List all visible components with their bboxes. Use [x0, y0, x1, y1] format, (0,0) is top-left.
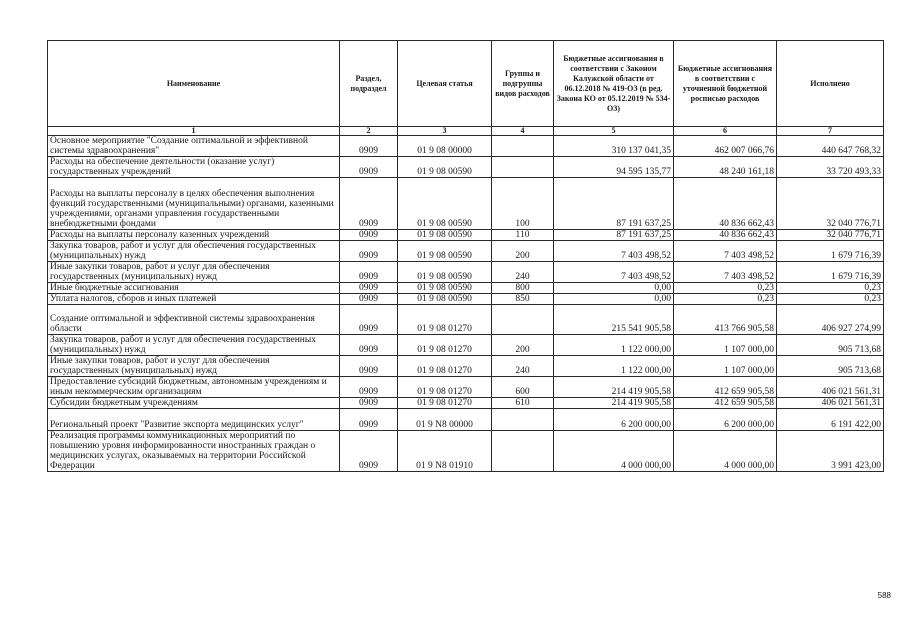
table-row [48, 241, 884, 262]
row-expense-group [492, 136, 554, 157]
row-target-article: 01 9 08 00590 [398, 230, 492, 241]
table-row [48, 136, 884, 157]
table-row [48, 305, 884, 335]
row-target-article: 01 9 N8 00000 [398, 409, 492, 431]
row-section: 0909 [340, 157, 398, 178]
row-name: Расходы на выплаты персоналу в целях обеспечения выполнения функций государственными (муниципальными) органами, казенными учреждениями, органами управления государственными внебюджетными фондами [48, 178, 340, 230]
row-expense-group [492, 431, 554, 472]
row-allocation-law: 94 595 135,77 [554, 157, 674, 178]
column-number: 5 [554, 127, 674, 136]
row-executed: 33 720 493,33 [777, 157, 884, 178]
table-row [48, 230, 884, 241]
row-expense-group: 240 [492, 356, 554, 377]
table-row [48, 157, 884, 178]
row-name: Уплата налогов, сборов и иных платежей [48, 294, 340, 305]
row-allocation-law: 87 191 637,25 [554, 178, 674, 230]
row-expense-group: 240 [492, 262, 554, 283]
table-row [48, 377, 884, 398]
row-allocation-law: 0,00 [554, 283, 674, 294]
row-allocation-refined: 462 007 066,76 [674, 136, 777, 157]
row-allocation-refined: 4 000 000,00 [674, 431, 777, 472]
header-executed: Исполнено [777, 41, 884, 127]
column-number: 6 [674, 127, 777, 136]
column-number-row [48, 127, 884, 136]
row-allocation-law: 4 000 000,00 [554, 431, 674, 472]
column-number: 1 [48, 127, 340, 136]
table-row [48, 431, 884, 472]
row-target-article: 01 9 08 00000 [398, 136, 492, 157]
row-allocation-law: 214 419 905,58 [554, 398, 674, 409]
row-executed: 32 040 776,71 [777, 230, 884, 241]
row-executed: 905 713,68 [777, 335, 884, 356]
row-allocation-law: 6 200 000,00 [554, 409, 674, 431]
table-row [48, 335, 884, 356]
row-allocation-refined: 6 200 000,00 [674, 409, 777, 431]
row-target-article: 01 9 08 00590 [398, 241, 492, 262]
table-row [48, 398, 884, 409]
row-executed: 0,23 [777, 294, 884, 305]
row-section: 0909 [340, 294, 398, 305]
row-section: 0909 [340, 398, 398, 409]
row-allocation-refined: 1 107 000,00 [674, 335, 777, 356]
row-name: Расходы на выплаты персоналу казенных учреждений [48, 230, 340, 241]
row-name: Иные закупки товаров, работ и услуг для обеспечения государственных (муниципальных) нужд [48, 262, 340, 283]
row-allocation-refined: 40 836 662,43 [674, 230, 777, 241]
row-expense-group: 110 [492, 230, 554, 241]
row-name: Реализация программы коммуникационных мероприятий по повышению уровня информированности иностранных граждан о медицинских услугах, оказываемых на территории Российской Федерации [48, 431, 340, 472]
row-name: Создание оптимальной и эффективной системы здравоохранения области [48, 305, 340, 335]
row-allocation-law: 7 403 498,52 [554, 262, 674, 283]
row-allocation-refined: 412 659 905,58 [674, 377, 777, 398]
row-name: Субсидии бюджетным учреждениям [48, 398, 340, 409]
row-allocation-law: 1 122 000,00 [554, 335, 674, 356]
row-executed: 0,23 [777, 283, 884, 294]
row-expense-group: 200 [492, 335, 554, 356]
row-expense-group [492, 305, 554, 335]
table-row [48, 283, 884, 294]
row-executed: 406 021 561,31 [777, 398, 884, 409]
row-allocation-refined: 7 403 498,52 [674, 262, 777, 283]
row-section: 0909 [340, 305, 398, 335]
header-expense-groups: Группы и подгруппы видов расходов [492, 41, 554, 127]
row-target-article: 01 9 08 01270 [398, 335, 492, 356]
row-section: 0909 [340, 241, 398, 262]
table-row [48, 178, 884, 230]
row-target-article: 01 9 08 01270 [398, 377, 492, 398]
row-name: Иные бюджетные ассигнования [48, 283, 340, 294]
row-target-article: 01 9 08 00590 [398, 262, 492, 283]
row-allocation-law: 87 191 637,25 [554, 230, 674, 241]
row-expense-group: 850 [492, 294, 554, 305]
row-expense-group: 100 [492, 178, 554, 230]
header-allocations-refined: Бюджетные ассигнования в соответствии с уточненной бюджетной росписью расходов [674, 41, 777, 127]
row-name: Закупка товаров, работ и услуг для обеспечения государственных (муниципальных) нужд [48, 335, 340, 356]
row-allocation-law: 7 403 498,52 [554, 241, 674, 262]
row-name: Закупка товаров, работ и услуг для обеспечения государственных (муниципальных) нужд [48, 241, 340, 262]
budget-table [47, 40, 884, 472]
table-row [48, 262, 884, 283]
row-name: Предоставление субсидий бюджетным, автономным учреждениям и иным некоммерческим организациям [48, 377, 340, 398]
row-target-article: 01 9 08 00590 [398, 294, 492, 305]
row-executed: 1 679 716,39 [777, 241, 884, 262]
row-expense-group [492, 157, 554, 178]
row-section: 0909 [340, 356, 398, 377]
row-expense-group: 200 [492, 241, 554, 262]
row-allocation-refined: 1 107 000,00 [674, 356, 777, 377]
row-name: Региональный проект "Развитие экспорта медицинских услуг" [48, 409, 340, 431]
row-name: Иные закупки товаров, работ и услуг для обеспечения государственных (муниципальных) нужд [48, 356, 340, 377]
row-section: 0909 [340, 409, 398, 431]
row-executed: 3 991 423,00 [777, 431, 884, 472]
table-row [48, 409, 884, 431]
header-section: Раздел, подраздел [340, 41, 398, 127]
column-number: 7 [777, 127, 884, 136]
row-executed: 905 713,68 [777, 356, 884, 377]
row-executed: 6 191 422,00 [777, 409, 884, 431]
row-allocation-refined: 48 240 161,18 [674, 157, 777, 178]
row-executed: 32 040 776,71 [777, 178, 884, 230]
row-allocation-law: 215 541 905,58 [554, 305, 674, 335]
row-target-article: 01 9 N8 01910 [398, 431, 492, 472]
row-expense-group: 610 [492, 398, 554, 409]
row-allocation-law: 214 419 905,58 [554, 377, 674, 398]
row-section: 0909 [340, 230, 398, 241]
row-section: 0909 [340, 377, 398, 398]
column-number: 4 [492, 127, 554, 136]
header-allocations-law: Бюджетные ассигнования в соответствии с Законом Калужской области от 06.12.2018 № 419-ОЗ (в ред. Закона КО от 05.12.2019 № 534-ОЗ) [554, 41, 674, 127]
row-name: Расходы на обеспечение деятельности (оказание услуг) государственных учреждений [48, 157, 340, 178]
row-expense-group [492, 409, 554, 431]
row-target-article: 01 9 08 00590 [398, 283, 492, 294]
row-executed: 440 647 768,32 [777, 136, 884, 157]
row-target-article: 01 9 08 01270 [398, 305, 492, 335]
row-executed: 406 927 274,99 [777, 305, 884, 335]
column-number: 2 [340, 127, 398, 136]
header-row [48, 41, 884, 127]
header-target-article: Целевая статья [398, 41, 492, 127]
row-expense-group: 600 [492, 377, 554, 398]
row-allocation-refined: 413 766 905,58 [674, 305, 777, 335]
row-section: 0909 [340, 283, 398, 294]
row-target-article: 01 9 08 01270 [398, 356, 492, 377]
row-allocation-refined: 0,23 [674, 294, 777, 305]
header-name: Наименование [48, 41, 340, 127]
row-expense-group: 800 [492, 283, 554, 294]
row-section: 0909 [340, 335, 398, 356]
row-section: 0909 [340, 136, 398, 157]
row-allocation-law: 1 122 000,00 [554, 356, 674, 377]
row-section: 0909 [340, 178, 398, 230]
table-row [48, 294, 884, 305]
row-target-article: 01 9 08 01270 [398, 398, 492, 409]
row-section: 0909 [340, 431, 398, 472]
row-allocation-law: 0,00 [554, 294, 674, 305]
row-target-article: 01 9 08 00590 [398, 157, 492, 178]
row-allocation-refined: 0,23 [674, 283, 777, 294]
row-allocation-refined: 40 836 662,43 [674, 178, 777, 230]
row-section: 0909 [340, 262, 398, 283]
table-row [48, 356, 884, 377]
row-target-article: 01 9 08 00590 [398, 178, 492, 230]
row-executed: 406 021 561,31 [777, 377, 884, 398]
row-allocation-refined: 412 659 905,58 [674, 398, 777, 409]
page-number: 588 [877, 591, 891, 600]
table-body [48, 136, 884, 472]
row-executed: 1 679 716,39 [777, 262, 884, 283]
row-name: Основное мероприятие "Создание оптимальной и эффективной системы здравоохранения" [48, 136, 340, 157]
row-allocation-law: 310 137 041,35 [554, 136, 674, 157]
row-allocation-refined: 7 403 498,52 [674, 241, 777, 262]
column-number: 3 [398, 127, 492, 136]
budget-table-sheet [47, 40, 883, 472]
